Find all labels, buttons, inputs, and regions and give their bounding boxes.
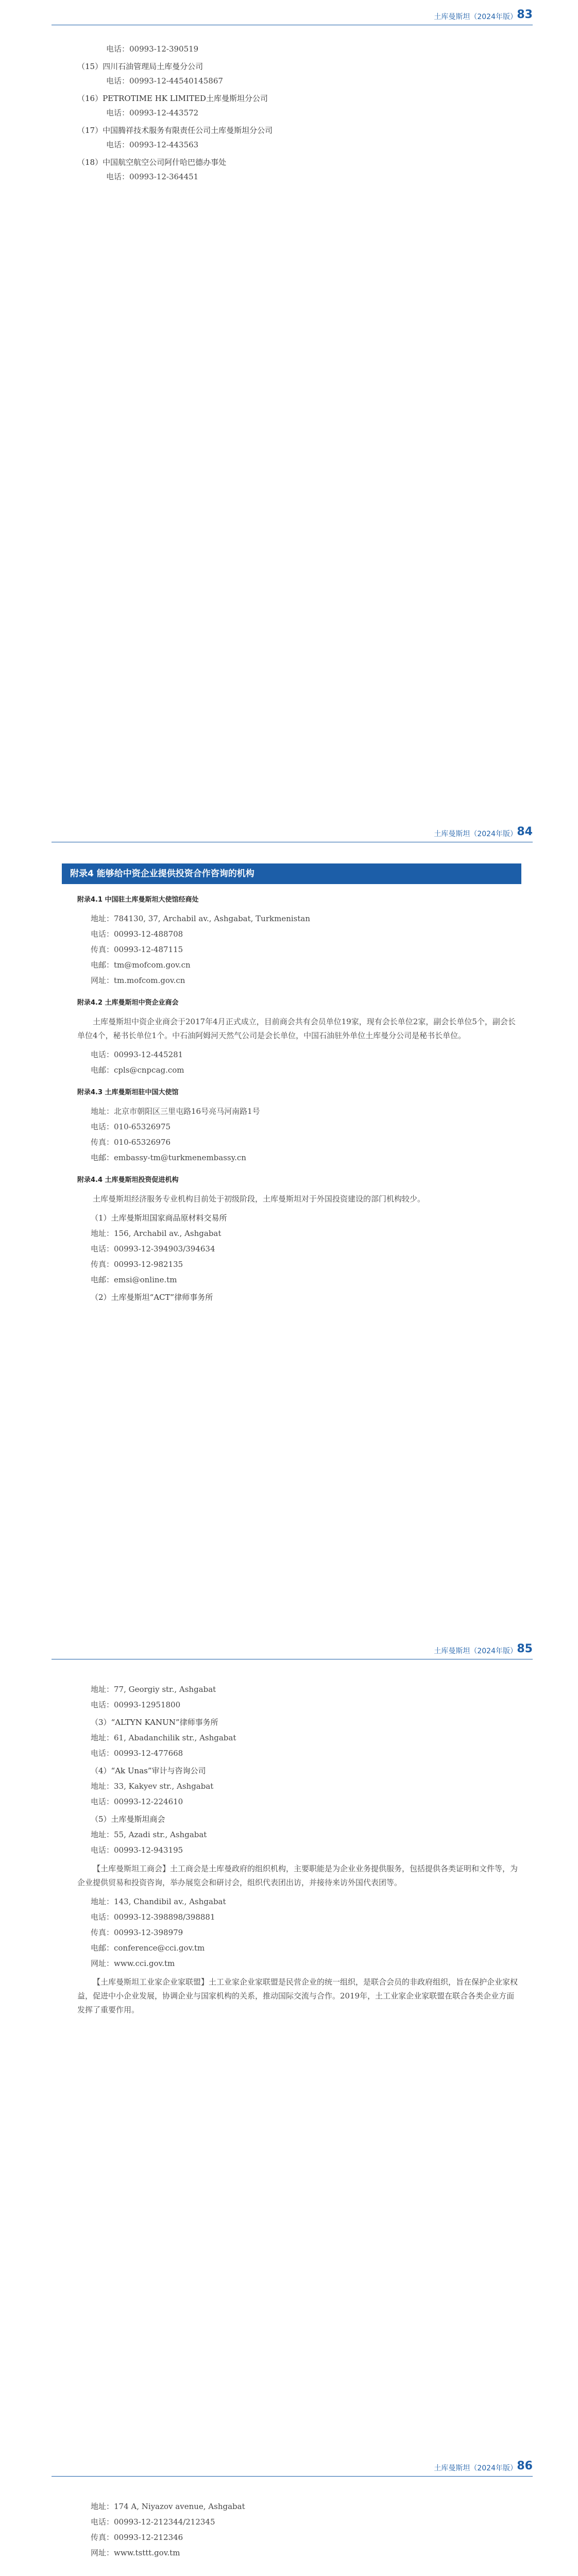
list-item: （4）“Ak Unas”审计与咨询公司	[91, 1766, 206, 1775]
tel: 电话：00993-12-445281	[91, 1050, 183, 1059]
website: 网址：www.cci.gov.tm	[91, 1959, 175, 1968]
header-title: 土库曼斯坦（2024年版）	[434, 830, 517, 838]
list-item: （5）土库曼斯坦商会	[91, 1815, 165, 1824]
address: 地址：55, Azadi str., Ashgabat	[91, 1830, 207, 1839]
fax: 传真：00993-12-487115	[91, 945, 183, 954]
fax: 传真：00993-12-982135	[91, 1260, 183, 1269]
tel: 电话：010-65326975	[91, 1122, 171, 1131]
page-header	[0, 817, 578, 853]
address: 地址：174 A, Niyazov avenue, Ashgabat	[91, 2502, 245, 2511]
fax: 传真：010-65326976	[91, 1138, 171, 1147]
page-header	[0, 1634, 578, 1670]
header-rule	[52, 2476, 533, 2477]
header-title: 土库曼斯坦（2024年版）	[434, 13, 517, 21]
tel: 电话：00993-12-394903/394634	[91, 1244, 215, 1253]
section-title-bar: 附录4 能够给中资企业提供投资合作咨询的机构	[62, 863, 521, 884]
page-content	[77, 1681, 521, 2022]
sub-heading: 附录4.2 土库曼斯坦中资企业商会	[77, 999, 179, 1007]
list-item: （3）“ALTYN KANUN”律师事务所	[91, 1718, 218, 1727]
address: 地址：156, Archabil av., Ashgabat	[91, 1229, 222, 1238]
entry-name: （18）中国航空航空公司阿什哈巴德办事处	[77, 158, 227, 167]
email: 电邮：cpls@cnpcag.com	[91, 1065, 184, 1075]
page-86	[0, 2451, 578, 2576]
page-content	[77, 41, 521, 184]
page-number: 86	[517, 2460, 533, 2472]
page-content	[70, 863, 521, 1306]
page-content	[77, 2498, 521, 2562]
sub-heading: 附录4.1 中国驻土库曼斯坦大使馆经商处	[77, 896, 199, 904]
address: 地址：北京市朝阳区三里屯路16号亮马河南路1号	[91, 1107, 260, 1116]
email: 电邮：conference@cci.gov.tm	[91, 1943, 205, 1953]
tel: 电话：00993-12-488708	[91, 929, 183, 939]
sub-heading: 附录4.3 土库曼斯坦驻中国大使馆	[77, 1089, 179, 1096]
fax: 传真：00993-12-398979	[91, 1928, 183, 1937]
page-number: 84	[517, 825, 533, 838]
entry-name: （16）PETROTIME HK LIMITED土库曼斯坦分公司	[77, 94, 268, 103]
tel: 电话：00993-12-943195	[91, 1845, 183, 1855]
address: 地址：77, Georgiy str., Ashgabat	[91, 1685, 216, 1694]
tel: 电话：00993-12951800	[91, 1700, 181, 1709]
tel: 电话：00993-12-44540145867	[106, 76, 223, 86]
tel: 电话：00993-12-390519	[106, 44, 199, 54]
page-83	[0, 0, 578, 817]
tel: 电话：00993-12-398898/398881	[91, 1912, 215, 1922]
email: 电邮：emsi@online.tm	[91, 1275, 177, 1284]
page-84	[0, 817, 578, 1634]
paragraph: 【土库曼斯坦工业家企业家联盟】土工业家企业家联盟是民营企业的统一组织，是联合会员的非政府组织，旨在保护企业家权益，促进中小企业发展，协调企业与国家机构的关系，推动国际交流与合作。2019年，土工业家企业家联盟在联合各类企业方面发挥了重要作用。	[77, 1977, 518, 2014]
tel: 电话：00993-12-224610	[91, 1797, 183, 1806]
entry-name: （15）四川石油管理局土库曼分公司	[77, 62, 203, 71]
page-number: 83	[517, 8, 533, 21]
list-item: （2）土库曼斯坦“ACT”律师事务所	[91, 1293, 213, 1302]
page-number: 85	[517, 1642, 533, 1655]
list-item: （1）土库曼斯坦国家商品原材料交易所	[91, 1213, 227, 1223]
fax: 传真：00993-12-212346	[91, 2533, 183, 2542]
tel: 电话：00993-12-477668	[91, 1749, 183, 1758]
email: 电邮：tm@mofcom.gov.cn	[91, 960, 191, 970]
address: 地址：33, Kakyev str., Ashgabat	[91, 1782, 214, 1791]
email: 电邮：embassy-tm@turkmenembassy.cn	[91, 1153, 246, 1162]
tel: 电话：00993-12-443563	[106, 140, 199, 149]
header-title: 土库曼斯坦（2024年版）	[434, 1647, 517, 1655]
website: 网址：www.tsttt.gov.tm	[91, 2548, 180, 2557]
address: 地址：61, Abadanchilik str., Ashgabat	[91, 1733, 236, 1742]
header-title: 土库曼斯坦（2024年版）	[434, 2464, 517, 2472]
tel: 电话：00993-12-212344/212345	[91, 2517, 215, 2527]
address: 地址：143, Chandibil av., Ashgabat	[91, 1897, 226, 1906]
page-85	[0, 1634, 578, 2451]
address: 地址：784130, 37, Archabil av., Ashgabat, Turkmenistan	[91, 914, 310, 923]
paragraph: 土库曼斯坦经济服务专业机构目前处于初级阶段，土库曼斯坦对于外国投资建设的部门机构较少。	[93, 1194, 426, 1204]
page-header	[0, 0, 578, 36]
paragraph: 土库曼斯坦中资企业商会于2017年4月正式成立，目前商会共有会员单位19家，现有会长单位2家，副会长单位5个，副会长单位4个，秘书长单位1个。中石油阿姆河天然气公司是会长单位，中国石油驻外单位土库曼分公司是秘书长单位。	[77, 1017, 516, 1040]
paragraph: 【土库曼斯坦工商会】土工商会是土库曼政府的组织机构，主要职能是为企业业务提供服务，包括提供各类证明和文件等，为企业提供贸易和投资咨询，举办展览会和研讨会，组织代表团出访，并接待来访外国代表团等。	[77, 1864, 518, 1887]
tel: 电话：00993-12-443572	[106, 108, 199, 117]
sub-heading: 附录4.4 土库曼斯坦投资促进机构	[77, 1176, 179, 1184]
page-header	[0, 2451, 578, 2487]
website: 网址：tm.mofcom.gov.cn	[91, 976, 185, 985]
entry-name: （17）中国腾祥技术服务有限责任公司土库曼斯坦分公司	[77, 126, 273, 135]
tel: 电话：00993-12-364451	[106, 172, 199, 181]
